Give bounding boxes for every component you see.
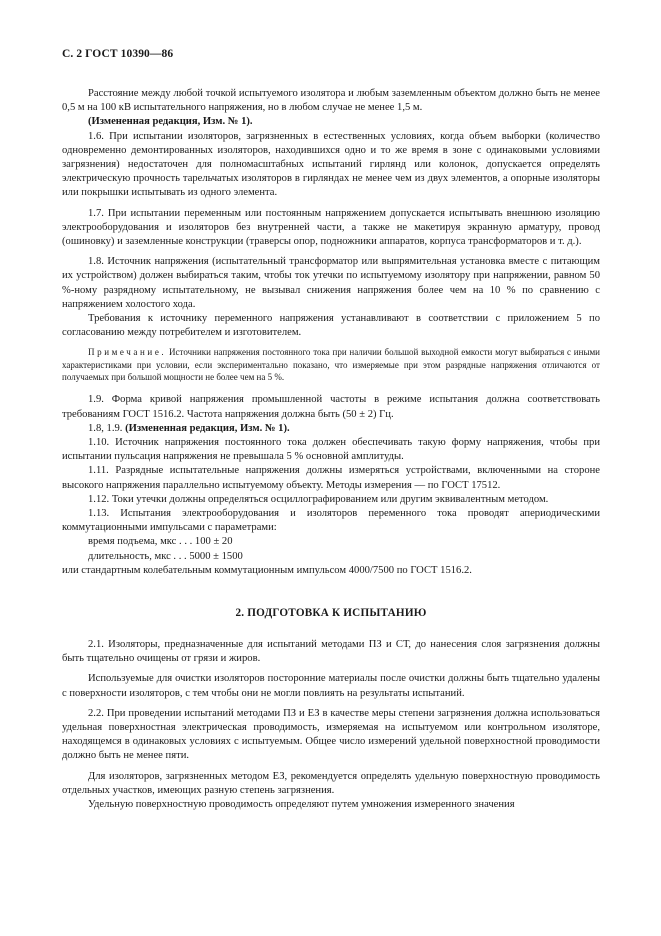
document-page bbox=[62, 48, 600, 812]
clause-1-11: 1.11. Разрядные испытательные напряжения должны измеряться устройствами, включенными на стороне высокого напряжения параллельно испытуемому объекту. Методы измерения — по ГОСТ 17512. bbox=[62, 465, 600, 491]
param-rise-time: время подъема, мкс . . . 100 ± 20 bbox=[88, 536, 233, 548]
note bbox=[62, 346, 600, 383]
clause-2-2: 2.2. При проведении испытаний методами ПЗ и ЕЗ в качестве меры степени загрязнения должна использоваться удельная поверхностная электрическая проводимость, измеряемая на испытуемом или контрольном изоляторе, находящемся в одинаковых условиях с испытуемым. Общее число измерений удельной поверхностной проводимости должно быть не менее пяти. bbox=[62, 707, 600, 762]
paragraph: Расстояние между любой точкой испытуемого изолятора и любым заземленным объектом должно быть не менее 0,5 м на 100 кВ испытательного напряжения, но в любом случае не менее 1,5 м. bbox=[62, 88, 600, 114]
amendment-prefix: 1.8, 1.9. bbox=[88, 422, 123, 434]
clause-1-10: 1.10. Источник напряжения постоянного тока должен обеспечивать такую форму напряжения, чтобы при испытании пульсация напряжения не превышала 5 % основной амплитуды. bbox=[62, 436, 600, 463]
paragraph: Удельную поверхностную проводимость определяют путем умножения измеренного значения bbox=[88, 799, 515, 811]
clause-1-6: 1.6. При испытании изоляторов, загрязненных в естественных условиях, когда объем выборки (количество одновременно демонтированных изоляторов, находившихся одно и то же время в зоне с одинаковыми условиями загрязнения) недостаточен для полномасштабных испытаний гирлянд или колонок, допускается определять электрическую прочность тарельчатых изоляторов в гирляндах не менее чем из двух элементов, а опорные изоляторы или покрышки испытывать из одного элемента. bbox=[62, 130, 600, 199]
paragraph: Требования к источнику переменного напряжения устанавливают в соответствии с приложением 5 по согласованию между потребителем и изготовителем. bbox=[62, 313, 600, 339]
paragraph: или стандартным колебательным коммутационным импульсом 4000/7500 по ГОСТ 1516.2. bbox=[62, 564, 472, 576]
amendment-note bbox=[62, 422, 600, 436]
clause-1-13: 1.13. Испытания электрооборудования и изоляторов переменного тока проводят апериодическими коммутационными импульсами с параметрами: bbox=[62, 507, 600, 534]
param-duration: длительность, мкс . . . 5000 ± 1500 bbox=[88, 550, 243, 562]
clause-1-8: 1.8. Источник напряжения (испытательный трансформатор или выпрямительная установка вместе с питающим их устройством) должен выбираться таким, чтобы ток утечки по испытуемому изолятору при напряжении, равном 50 %-ному разрядному испытательному, не вызывал снижения напряжения более чем на 10 % по сравнению с напряжением холостого хода. bbox=[62, 256, 600, 310]
note-text: Источники напряжения постоянного тока при наличии большой выходной емкости могут выбираться с иными характеристиками при условии, если экспериментально показано, что измеряемые при этом разрядные напряжения отличаются от получаемых при большой мощности не более чем на 5 %. bbox=[62, 347, 600, 383]
clause-2-1: 2.1. Изоляторы, предназначенные для испытаний методами ПЗ и СТ, до нанесения слоя загрязнения должны быть тщательно очищены от грязи и жиров. bbox=[62, 638, 600, 665]
paragraph: Используемые для очистки изоляторов посторонние материалы после очистки должны быть тщательно удалены с поверхности изоляторов, с тем чтобы они не могли повлиять на результаты испытаний. bbox=[62, 673, 600, 699]
section-title: 2. ПОДГОТОВКА К ИСПЫТАНИЮ bbox=[235, 606, 427, 619]
amendment-note bbox=[62, 115, 600, 129]
paragraph: Для изоляторов, загрязненных методом ЕЗ, рекомендуется определять удельную поверхностную проводимость отдельных участков, имеющих разную степень загрязнения. bbox=[62, 770, 600, 796]
page-header: С. 2 ГОСТ 10390—86 bbox=[62, 48, 174, 60]
clause-1-7: 1.7. При испытании переменным или постоянным напряжением допускается испытывать внешнюю изоляцию электрооборудования и изоляторов без внутренней части, а также не макетируя экранную арматуру, провод (ошиновку) и заземленные конструкции (траверсы опор, подножники аппаратов, корпуса трансформаторов и т. д.). bbox=[62, 207, 600, 248]
amendment-text: (Измененная редакция, Изм. № 1). bbox=[88, 116, 253, 128]
clause-1-9: 1.9. Форма кривой напряжения промышленной частоты в режиме испытания должна соответствовать требованиям ГОСТ 1516.2. Частота напряжения должна быть (50 ± 2) Гц. bbox=[62, 394, 600, 420]
clause-1-12: 1.12. Токи утечки должны определяться осциллографированием или другим эквивалентным методом. bbox=[88, 493, 549, 505]
note-label: Примечание. bbox=[88, 347, 167, 358]
amendment-text: (Измененная редакция, Изм. № 1). bbox=[125, 422, 290, 434]
